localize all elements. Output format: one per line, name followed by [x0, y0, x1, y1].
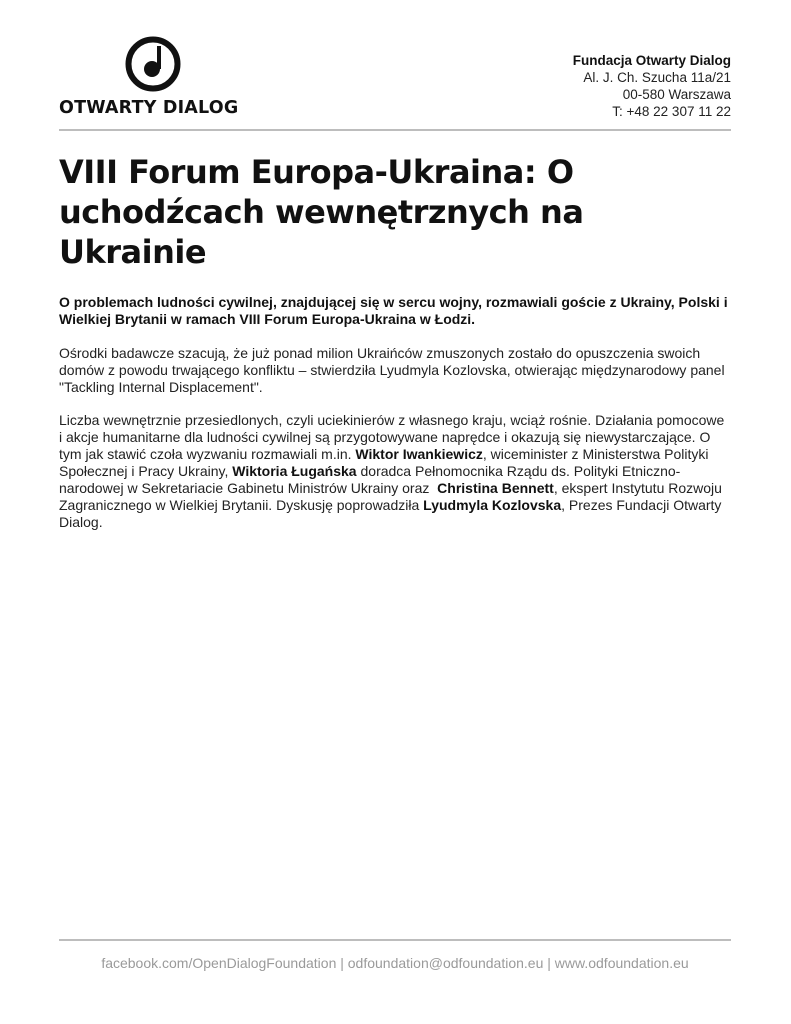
paragraph-text: , wiceminister z Ministerstwa Polityki Społecznej i Pracy Ukrainy,	[59, 446, 709, 479]
paragraph-text: , ekspert Instytutu Rozwoju Zagranicznego w Wielkiej Brytanii. Dyskusję poprowadziła	[59, 480, 722, 513]
address-line-2: 00-580 Warszawa	[622, 87, 731, 102]
person-name: Lyudmyla Kozlovska	[423, 497, 562, 513]
article-paragraph-1: Ośrodki badawcze szacują, że już ponad milion Ukraińców zmuszonych zostało do opuszczenia swoich domów z powodu trwającego konfliktu – stwierdziła Lyudmyla Kozlovska, otwierając międzynarodowy panel "Tackling Internal Displacement".	[59, 345, 725, 395]
logo-text: OTWARTY DIALOG	[59, 98, 239, 118]
article-paragraph-2	[59, 412, 731, 531]
person-name: Wiktor Iwankiewicz	[355, 446, 483, 462]
address-line-1: Al. J. Ch. Szucha 11a/21	[583, 70, 731, 85]
footer-links: facebook.com/OpenDialogFoundation | odfoundation@odfoundation.eu | www.odfoundation.eu	[101, 955, 689, 971]
paragraph-text: doradca Pełnomocnika Rządu ds. Polityki Etniczno-narodowej w Sekretariacie Gabinetu Ministrów Ukrainy oraz	[59, 463, 681, 496]
header-divider	[59, 129, 731, 131]
otwarty-dialog-logo	[59, 34, 249, 124]
article-title: VIII Forum Europa-Ukraina: O uchodźcach wewnętrznych na Ukrainie	[59, 153, 584, 271]
person-name: Christina Bennett	[437, 480, 554, 496]
logo-note-icon	[123, 34, 183, 94]
paragraph-text: Liczba wewnętrznie przesiedlonych, czyli uciekinierów z własnego kraju, wciąż rośnie. Działania pomocowe i akcje humanitarne dla ludności cywilnej są przygotowywane naprędce i okazują się niewystarczające. O tym jak stawić czoła wyzwaniu rozmawiali m.in.	[59, 412, 725, 462]
organization-address	[573, 52, 731, 120]
article-lead: O problemach ludności cywilnej, znajdującej się w sercu wojny, rozmawiali goście z Ukrainy, Polski i Wielkiej Brytanii w ramach VIII Forum Europa-Ukraina w Łodzi.	[59, 294, 728, 327]
footer-divider	[59, 939, 731, 941]
paragraph-text: , Prezes Fundacji Otwarty Dialog.	[59, 497, 722, 530]
organization-name: Fundacja Otwarty Dialog	[572, 53, 731, 68]
phone-number: T: +48 22 307 11 22	[612, 104, 731, 119]
person-name: Wiktoria Ługańska	[232, 463, 357, 479]
